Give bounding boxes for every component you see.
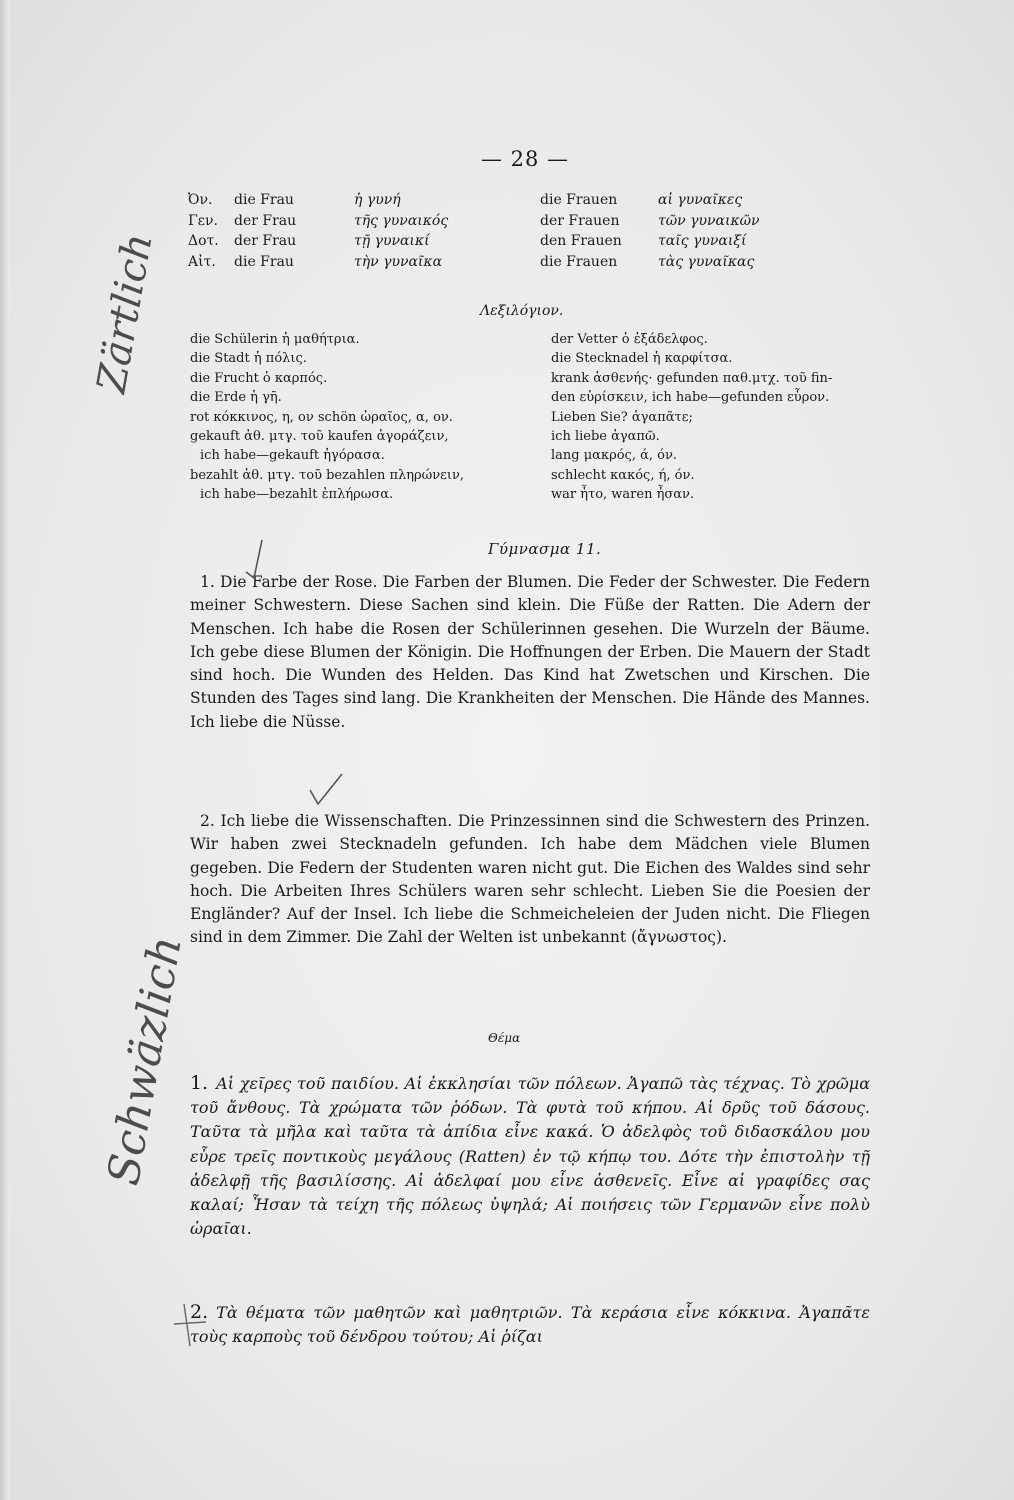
declension-row <box>188 211 808 232</box>
pencil-checkmark <box>228 538 268 598</box>
plural-greek: τὰς γυναῖκας <box>658 253 755 270</box>
declension-table <box>188 190 808 272</box>
singular-greek: ἡ γυνή <box>354 192 401 208</box>
vocab-entry: ich habe—bezahlt ἐπλήρωσα. <box>200 487 394 503</box>
case-label: Δοτ. <box>188 233 219 249</box>
vocab-entry: die Stecknadel ἡ καρφίτσα. <box>551 351 733 367</box>
exercise-text: 1. Die Farbe der Rose. Die Farben der Blumen. Die Feder der Schwester. Die Federn meiner Schwestern. Diese Sachen sind klein. Die Füße der Ratten. Die Adern der Menschen. Ich habe die Rosen der Schülerinnen gesehen. Die Wurzeln der Bäume. Ich gebe diese Blumen der Königin. Die Hoffnungen der Erben. Die Mauern der Stadt sind hoch. Die Wunden des Helden. Das Kind hat Zwetschen und Kirschen. Die Stunden des Tages sind lang. Die Krankheiten der Menschen. Die Hände des Mannes. Ich liebe die Nüsse. <box>190 573 870 731</box>
singular-german: die Frau <box>234 192 294 208</box>
theme-paragraph-2 <box>190 1300 870 1349</box>
case-label: Γεν. <box>188 212 218 229</box>
vocab-entry: die Stadt ἡ πόλις. <box>190 351 307 367</box>
vocab-entry: die Schülerin ἡ μαθήτρια. <box>190 332 360 347</box>
vocab-entry: rot κόκκινος, η, ον schön ὡραῖος, α, ον. <box>190 409 453 425</box>
declension-row <box>188 252 808 273</box>
vocab-entry: bezahlt ἀθ. μτγ. τοῦ bezahlen πληρώνειν, <box>190 467 465 483</box>
vocab-entry: gekauft ἀθ. μτγ. τοῦ kaufen ἀγοράζειν, <box>190 429 449 445</box>
vocab-entry: die Frucht ὁ καρπός. <box>190 370 328 386</box>
vocab-entry: die Erde ἡ γῆ. <box>190 390 282 406</box>
vocab-entry: den εὑρίσκειν, ich habe—gefunden εὗρον. <box>551 390 830 406</box>
singular-greek: τὴν γυναῖκα <box>354 253 443 270</box>
declension-row <box>188 231 808 252</box>
vocab-entry: ich liebe ἀγαπῶ. <box>551 429 660 445</box>
pencil-plus-mark <box>170 1300 210 1350</box>
vocab-entry: lang μακρός, ά, όν. <box>551 448 678 464</box>
plural-greek: τῶν γυναικῶν <box>658 212 760 229</box>
vocabulary-heading: Λεξιλόγιον. <box>480 303 564 319</box>
exercise-paragraph-1 <box>190 571 870 734</box>
pencil-checkmark <box>306 770 346 810</box>
singular-german: der Frau <box>234 233 297 249</box>
case-label: Ὀν. <box>188 192 213 208</box>
case-label: Αἰτ. <box>188 253 216 270</box>
vocab-entry: der Vetter ὁ ἐξάδελφος. <box>551 332 708 347</box>
vocab-entry: Lieben Sie? ἀγαπᾶτε; <box>551 409 693 425</box>
vocab-entry: war ἦτο, waren ἦσαν. <box>551 487 695 503</box>
singular-greek: τῆς γυναικός <box>354 212 449 229</box>
exercise-text: 2. Ich liebe die Wissenschaften. Die Prinzessinnen sind die Schwestern des Prinzen. Wir haben zwei Stecknadeln gefunden. Ich habe dem Mädchen viele Blumen gegeben. Die Federn der Studenten waren nicht gut. Die Eichen des Waldes sind sehr hoch. Die Arbeiten Ihres Schülers waren sehr schlecht. Lieben Sie die Poesien der Engländer? Auf der Insel. Ich liebe die Schmeicheleien der Juden nicht. Die Fliegen sind in dem Zimmer. Die Zahl der Welten ist unbekannt (ἄγνωστος). <box>190 812 870 947</box>
page-edge-shadow <box>0 0 10 1500</box>
theme-paragraph-1 <box>190 1071 870 1241</box>
plural-greek: αἱ γυναῖκες <box>658 192 743 208</box>
paragraph-number: 1. <box>190 1072 209 1094</box>
singular-german: der Frau <box>234 212 297 229</box>
plural-german: den Frauen <box>540 233 622 249</box>
plural-german: die Frauen <box>540 253 618 270</box>
theme-heading: Θέμα <box>488 1031 521 1045</box>
plural-greek: ταῖς γυναιξί <box>658 233 747 249</box>
exercise-paragraph-2 <box>190 810 870 950</box>
theme-text: Τὰ θέματα τῶν μαθητῶν καὶ μαθητριῶν. Τὰ κεράσια εἶνε κόκκινα. Ἀγαπᾶτε τοὺς καρποὺς τοῦ δένδρου τούτου; Αἱ ῥίζαι <box>190 1303 870 1347</box>
page-number: — 28 — <box>480 147 570 171</box>
plural-german: die Frauen <box>540 192 618 208</box>
theme-text: Αἱ χεῖρες τοῦ παιδίου. Αἱ ἐκκλησίαι τῶν πόλεων. Ἀγαπῶ τὰς τέχνας. Τὸ χρῶμα τοῦ ἄνθους. Τὰ χρώματα τῶν ῥόδων. Τὰ φυτὰ τοῦ κήπου. Αἱ δρῦς τοῦ δάσους. Ταῦτα τὰ μῆλα καὶ ταῦτα τὰ ἀπίδια εἶνε κακά. Ὁ ἀδελφὸς τοῦ διδασκάλου μου εὗρε τρεῖς ποντικοὺς μεγάλους (Ratten) ἐν τῷ κήπῳ του. Δότε τὴν ἐπιστολὴν τῇ ἀδελφῇ τῆς βασιλίσσης. Αἱ ἀδελφαί μου εἶνε ἀσθενεῖς. Εἶνε αἱ γραφίδες σας καλαί; Ἦσαν τὰ τείχη τῆς πόλεως ὑψηλά; Αἱ ποιήσεις τῶν Γερμανῶν εἶνε πολὺ ὡραῖαι. <box>190 1074 870 1239</box>
handwritten-annotation: Schwäzlich <box>98 932 192 1189</box>
vocab-entry: schlecht κακός, ή, όν. <box>551 467 695 483</box>
exercise-heading: Γύμνασμα 11. <box>488 540 602 558</box>
handwritten-annotation: Zärtlich <box>88 230 162 397</box>
vocab-entry: krank ἀσθενής· gefunden παθ.μτχ. τοῦ fin- <box>551 370 833 386</box>
vocab-entry: ich habe—gekauft ἠγόρασα. <box>200 448 385 464</box>
vocabulary-right-column <box>551 330 881 505</box>
singular-greek: τῇ γυναικί <box>354 233 430 249</box>
vocabulary-left-column <box>190 330 530 505</box>
singular-german: die Frau <box>234 253 294 270</box>
declension-row <box>188 190 808 211</box>
plural-german: der Frauen <box>540 212 620 229</box>
paragraph-number: 2. <box>190 1301 209 1323</box>
